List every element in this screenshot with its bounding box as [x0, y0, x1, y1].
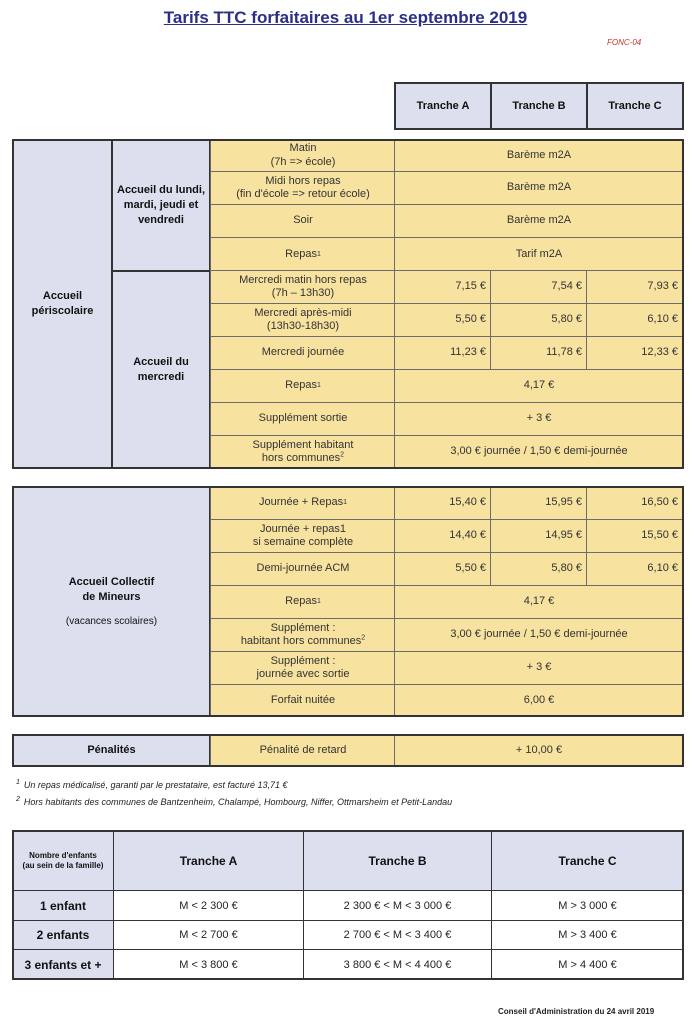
footer-note: Conseil d'Administration du 24 avril 2019: [498, 1007, 655, 1016]
acm-habitant-value: 3,00 € journée / 1,50 € demi-journée: [394, 618, 684, 652]
income-row-3-b: 3 800 € < M < 4 400 €: [303, 949, 492, 980]
periscolaire-label-text: Accueil périscolaire: [31, 290, 94, 317]
label-line: Midi hors repas: [265, 174, 341, 187]
footnote-number: 2: [16, 796, 20, 803]
penalite-retard-label: Pénalité de retard: [210, 734, 396, 767]
wed-afternoon-a: 5,50 €: [394, 303, 492, 337]
row-matin-value: Barème m2A: [394, 139, 684, 172]
wed-habitant-value: 3,00 € journée / 1,50 € demi-journée: [394, 435, 684, 469]
label-line: Mercredi après-midi: [254, 306, 352, 319]
acm-label-line: Accueil Collectif: [68, 575, 155, 588]
acm-row-habitant-label: [210, 618, 396, 652]
header-line: Nombre d'enfants: [29, 850, 97, 860]
label-line: Supplément :: [270, 654, 336, 667]
label-line: Repas: [285, 379, 317, 392]
label-line: Supplément sortie: [258, 412, 348, 425]
footnote-ref: 2: [361, 634, 366, 642]
label-line: Supplément :: [270, 621, 336, 634]
row-midi-label: [210, 171, 396, 205]
row-midi-value: Barème m2A: [394, 171, 684, 205]
acm-sublabel: (vacances scolaires): [65, 615, 158, 627]
label-text: habitant hors communes: [240, 635, 362, 647]
income-row-2-a: M < 2 700 €: [113, 920, 304, 950]
acm-nuitee-value: 6,00 €: [394, 684, 684, 717]
week-group-label: [111, 139, 211, 272]
row-wed-day-label: [210, 336, 396, 370]
wed-morning-a: 7,15 €: [394, 270, 492, 304]
penalite-retard-value: + 10,00 €: [394, 734, 684, 767]
label-line: Journée + Repas: [259, 496, 344, 509]
label-line: [241, 635, 365, 648]
footnote-1: [16, 780, 288, 790]
income-row-3-c: M > 4 400 €: [491, 949, 684, 980]
acm-row-semaine-label: [210, 519, 396, 553]
acm-row-nuitee-label: [210, 684, 396, 717]
footnote-text: Hors habitants des communes de Bantzenheim, Chalampé, Hombourg, Niffer, Ottmarsheim et Petit-Landau: [23, 797, 453, 807]
tranche-a-header: Tranche A: [394, 82, 492, 130]
acm-semaine-c: 15,50 €: [586, 519, 684, 553]
footnote-text: Un repas médicalisé, garanti par le prestataire, est facturé 13,71 €: [23, 780, 288, 790]
document-code: FONC-04: [607, 38, 642, 47]
tranche-c-header: Tranche C: [586, 82, 684, 130]
income-row-2-b: 2 700 € < M < 3 400 €: [303, 920, 492, 950]
footnote-ref: 2: [340, 451, 345, 459]
label-line: Soir: [293, 214, 313, 227]
row-wed-morning-label: [210, 270, 396, 304]
acm-demi-b: 5,80 €: [490, 552, 588, 586]
label-line: (fin d'école => retour école): [236, 188, 370, 200]
wed-afternoon-b: 5,80 €: [490, 303, 588, 337]
acm-demi-c: 6,10 €: [586, 552, 684, 586]
label-line: [262, 452, 344, 465]
income-row-1-c: M > 3 000 €: [491, 890, 684, 921]
income-row-3-a: M < 3 800 €: [113, 949, 304, 980]
income-row-3-label: 3 enfants et +: [12, 949, 114, 980]
label-line: Repas: [285, 595, 317, 608]
week-group-text: Accueil du lundi, mardi, jeudi et vendredi: [117, 184, 206, 226]
tranche-b-header: Tranche B: [490, 82, 588, 130]
label-line: Journée + repas1: [260, 522, 346, 535]
label-line: Supplément habitant: [252, 438, 354, 451]
acm-label-line: de Mineurs: [82, 590, 141, 603]
row-repas-value: Tarif m2A: [394, 237, 684, 272]
row-wed-repas-label: Repas 1: [210, 369, 396, 403]
acm-repas-value: 4,17 €: [394, 585, 684, 619]
acm-row-journee-repas-label: Journée + Repas 1: [210, 486, 396, 520]
acm-semaine-a: 14,40 €: [394, 519, 492, 553]
acm-journee-repas-a: 15,40 €: [394, 486, 492, 520]
wed-morning-c: 7,93 €: [586, 270, 684, 304]
label-text: hors communes: [261, 452, 341, 464]
penalites-label: Pénalités: [12, 734, 211, 767]
footnote-2: [16, 797, 452, 807]
acm-semaine-b: 14,95 €: [490, 519, 588, 553]
acm-row-demi-label: [210, 552, 396, 586]
label-line: Forfait nuitée: [270, 693, 336, 706]
row-repas-label: Repas 1: [210, 237, 396, 272]
income-row-1-b: 2 300 € < M < 3 000 €: [303, 890, 492, 921]
income-row-2-label: 2 enfants: [12, 920, 114, 950]
income-row-1-label: 1 enfant: [12, 890, 114, 921]
wed-day-b: 11,78 €: [490, 336, 588, 370]
acm-row-sortie-label: [210, 651, 396, 685]
acm-journee-repas-c: 16,50 €: [586, 486, 684, 520]
wed-day-c: 12,33 €: [586, 336, 684, 370]
label-line: (7h – 13h30): [271, 287, 335, 299]
label-line: (7h => école): [270, 155, 336, 168]
acm-row-repas-label: Repas 1: [210, 585, 396, 619]
wed-sortie-value: + 3 €: [394, 402, 684, 436]
label-line: Mercredi journée: [261, 346, 345, 359]
wed-day-a: 11,23 €: [394, 336, 492, 370]
footnote-number: 1: [16, 779, 20, 786]
acm-label: [12, 486, 211, 717]
wed-morning-b: 7,54 €: [490, 270, 588, 304]
row-wed-habitant-label: [210, 435, 396, 469]
page-title: Tarifs TTC forfaitaires au 1er septembre 2019: [163, 8, 528, 27]
income-row-2-c: M > 3 400 €: [491, 920, 684, 950]
label-line: Mercredi matin hors repas: [239, 273, 367, 286]
income-col-a: Tranche A: [113, 830, 304, 891]
income-header-label: [12, 830, 114, 891]
label-line: journée avec sortie: [256, 668, 350, 680]
income-row-1-a: M < 2 300 €: [113, 890, 304, 921]
acm-demi-a: 5,50 €: [394, 552, 492, 586]
header-line: (au sein de la famille): [22, 860, 104, 870]
row-wed-afternoon-label: [210, 303, 396, 337]
wed-repas-value: 4,17 €: [394, 369, 684, 403]
row-soir-value: Barème m2A: [394, 204, 684, 238]
label-line: Repas: [285, 247, 317, 260]
label-line: Matin: [289, 142, 317, 155]
wednesday-group-label: [111, 270, 211, 469]
acm-sortie-value: + 3 €: [394, 651, 684, 685]
row-matin-label: [210, 139, 396, 172]
row-soir-label: [210, 204, 396, 238]
label-line: (13h30-18h30): [266, 320, 340, 332]
wednesday-group-text: Accueil du mercredi: [133, 355, 189, 383]
wed-afternoon-c: 6,10 €: [586, 303, 684, 337]
income-col-b: Tranche B: [303, 830, 492, 891]
label-line: si semaine complète: [252, 536, 354, 548]
income-col-c: Tranche C: [491, 830, 684, 891]
row-wed-sortie-label: [210, 402, 396, 436]
periscolaire-label: [12, 139, 113, 469]
label-line: Demi-journée ACM: [256, 562, 350, 575]
acm-journee-repas-b: 15,95 €: [490, 486, 588, 520]
